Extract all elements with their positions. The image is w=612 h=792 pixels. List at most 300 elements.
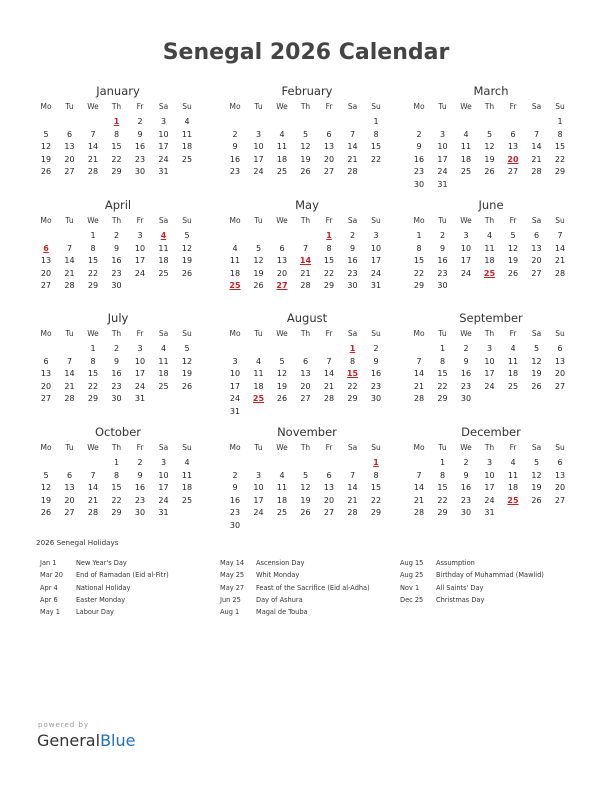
day-cell: 30 xyxy=(111,394,122,404)
day-cell: 18 xyxy=(460,154,472,164)
weekday-header: Mo xyxy=(229,102,241,111)
weekday-header: We xyxy=(460,102,472,111)
day-cell: 15 xyxy=(111,483,122,493)
day-cell: 13 xyxy=(323,483,335,493)
day-cell: 17 xyxy=(229,381,241,391)
month-name: April xyxy=(104,198,132,212)
day-cell: 12 xyxy=(507,243,519,253)
holiday-day-cell: 25 xyxy=(252,394,265,404)
day-cell: 25 xyxy=(158,381,169,391)
day-cell: 29 xyxy=(413,281,425,291)
weekday-header: Th xyxy=(484,102,495,111)
day-cell: 12 xyxy=(300,142,311,152)
weekday-header: Th xyxy=(111,216,122,225)
day-cell: 4 xyxy=(510,458,516,467)
day-cell: 21 xyxy=(413,495,425,505)
day-cell: 13 xyxy=(40,369,52,379)
day-cell: 25 xyxy=(181,154,193,164)
day-cell: 18 xyxy=(229,268,241,278)
day-cell: 13 xyxy=(40,256,52,266)
day-cell: 19 xyxy=(253,268,264,278)
day-cell: 13 xyxy=(64,483,75,493)
day-cell: 24 xyxy=(253,167,264,177)
day-cell: 8 xyxy=(326,243,332,253)
day-cell: 14 xyxy=(87,483,99,493)
day-cell: 24 xyxy=(484,495,495,505)
holiday-date: May 14 xyxy=(220,559,245,567)
holiday-day-cell: 25 xyxy=(483,268,496,278)
weekday-header: We xyxy=(87,443,99,452)
day-cell: 15 xyxy=(554,142,566,152)
day-cell: 24 xyxy=(484,381,495,391)
day-cell: 8 xyxy=(439,470,446,480)
day-cell: 30 xyxy=(437,281,448,291)
holiday-name: Feast of the Sacrifice (Eid al-Adha) xyxy=(256,583,370,592)
holiday-name: Easter Monday xyxy=(76,595,126,604)
holiday-name: All Saints' Day xyxy=(436,583,484,592)
holiday-day-cell: 25 xyxy=(507,495,519,505)
day-cell: 21 xyxy=(347,495,358,505)
weekday-header: Mo xyxy=(413,216,425,225)
day-cell: 7 xyxy=(302,243,309,253)
day-cell: 18 xyxy=(507,369,519,379)
day-cell: 9 xyxy=(137,129,143,139)
day-cell: 15 xyxy=(87,369,99,379)
weekday-header: Th xyxy=(300,329,311,338)
day-cell: 8 xyxy=(557,129,563,139)
weekday-header: Mo xyxy=(40,102,52,111)
day-cell: 20 xyxy=(554,483,566,493)
holiday-name: Labour Day xyxy=(76,608,114,617)
day-cell: 29 xyxy=(323,281,335,291)
day-cell: 29 xyxy=(111,167,122,177)
day-cell: 18 xyxy=(181,483,193,493)
month-name: February xyxy=(281,84,333,98)
day-cell: 1 xyxy=(113,458,120,467)
holiday-column xyxy=(400,559,578,608)
day-cell: 28 xyxy=(64,281,75,291)
day-cell: 27 xyxy=(507,167,519,177)
day-cell: 8 xyxy=(416,243,422,253)
day-cell: 3 xyxy=(373,231,379,240)
day-cell: 17 xyxy=(437,154,448,164)
weekday-header: Sa xyxy=(158,102,169,111)
day-cell: 14 xyxy=(64,256,75,266)
day-cell: 16 xyxy=(111,369,122,379)
day-cell: 6 xyxy=(43,356,49,366)
day-cell: 17 xyxy=(460,256,472,266)
weekday-header: Th xyxy=(484,216,495,225)
day-cell: 31 xyxy=(484,508,495,518)
day-cell: 28 xyxy=(323,394,335,404)
day-cell: 21 xyxy=(554,256,566,266)
day-cell: 21 xyxy=(87,154,99,164)
holiday-item xyxy=(40,596,218,608)
day-cell: 23 xyxy=(229,508,241,518)
day-cell: 23 xyxy=(413,167,425,177)
day-cell: 5 xyxy=(510,231,516,240)
holiday-item xyxy=(40,584,218,596)
day-cell: 16 xyxy=(229,495,241,505)
day-cell: 8 xyxy=(439,356,446,366)
day-cell: 10 xyxy=(253,142,264,152)
day-cell: 15 xyxy=(87,256,99,266)
day-cell: 26 xyxy=(507,268,519,278)
holiday-item xyxy=(400,559,578,571)
weekday-header: Th xyxy=(300,216,311,225)
day-cell: 20 xyxy=(40,381,52,391)
holiday-item xyxy=(40,571,218,583)
holiday-name: National Holiday xyxy=(76,583,131,592)
day-cell: 19 xyxy=(300,154,311,164)
day-cell: 12 xyxy=(531,356,542,366)
day-cell: 24 xyxy=(158,495,169,505)
day-cell: 28 xyxy=(554,268,566,278)
day-cell: 6 xyxy=(326,470,332,480)
day-cell: 4 xyxy=(184,458,190,467)
day-cell: 22 xyxy=(554,154,566,164)
holiday-date: May 1 xyxy=(40,608,60,617)
day-cell: 31 xyxy=(158,167,169,177)
holiday-date: May 25 xyxy=(220,571,245,580)
day-cell: 13 xyxy=(531,243,542,253)
holiday-date: Aug 25 xyxy=(400,571,424,580)
day-cell: 19 xyxy=(484,154,495,164)
day-cell: 14 xyxy=(347,142,358,152)
holiday-item xyxy=(40,559,218,571)
day-cell: 5 xyxy=(302,470,309,480)
day-cell: 8 xyxy=(90,243,96,253)
day-cell: 26 xyxy=(276,394,288,404)
day-cell: 24 xyxy=(134,268,146,278)
day-cell: 27 xyxy=(554,381,566,391)
day-cell: 25 xyxy=(158,268,169,278)
day-cell: 17 xyxy=(253,495,264,505)
day-cell: 20 xyxy=(531,256,542,266)
day-cell: 4 xyxy=(255,356,262,366)
weekday-header: Tu xyxy=(438,216,447,225)
day-cell: 24 xyxy=(370,268,382,278)
holiday-date: Nov 1 xyxy=(400,583,420,592)
day-cell: 26 xyxy=(531,381,542,391)
day-cell: 14 xyxy=(64,369,75,379)
day-cell: 19 xyxy=(300,495,311,505)
day-cell: 28 xyxy=(87,167,99,177)
day-cell: 14 xyxy=(413,369,425,379)
day-cell: 23 xyxy=(437,268,448,278)
holiday-name: Christmas Day xyxy=(436,595,485,604)
day-cell: 28 xyxy=(87,508,99,518)
day-cell: 3 xyxy=(439,129,446,139)
day-cell: 12 xyxy=(40,483,52,493)
day-cell: 5 xyxy=(43,129,49,139)
day-cell: 11 xyxy=(507,470,519,480)
weekday-header: We xyxy=(87,216,99,225)
day-cell: 20 xyxy=(300,381,311,391)
day-cell: 4 xyxy=(232,243,238,253)
holiday-name: Magal de Touba xyxy=(256,608,308,617)
day-cell: 17 xyxy=(158,142,169,152)
day-cell: 17 xyxy=(484,369,495,379)
day-cell: 17 xyxy=(370,256,382,266)
day-cell: 17 xyxy=(484,483,495,493)
day-cell: 21 xyxy=(323,381,335,391)
weekday-header: Mo xyxy=(40,443,52,452)
day-cell: 22 xyxy=(370,495,382,505)
day-cell: 3 xyxy=(137,344,143,353)
holiday-date: Jun 25 xyxy=(220,595,241,604)
day-cell: 7 xyxy=(90,129,96,139)
day-cell: 27 xyxy=(323,508,335,518)
day-cell: 11 xyxy=(507,356,519,366)
day-cell: 5 xyxy=(533,458,540,467)
weekday-header: Su xyxy=(371,329,381,338)
day-cell: 27 xyxy=(554,495,566,505)
day-cell: 23 xyxy=(460,495,472,505)
day-cell: 5 xyxy=(533,344,540,353)
holiday-day-cell: 1 xyxy=(113,117,120,126)
day-cell: 16 xyxy=(111,256,122,266)
weekday-header: We xyxy=(276,216,288,225)
day-cell: 27 xyxy=(64,167,75,177)
day-cell: 30 xyxy=(134,167,146,177)
day-cell: 11 xyxy=(276,142,288,152)
weekday-header: Th xyxy=(111,329,122,338)
day-cell: 20 xyxy=(323,495,335,505)
day-cell: 22 xyxy=(437,495,448,505)
holiday-item xyxy=(400,571,578,583)
day-cell: 8 xyxy=(373,470,379,480)
day-cell: 17 xyxy=(158,483,169,493)
weekday-header: Mo xyxy=(40,216,52,225)
day-cell: 12 xyxy=(181,243,193,253)
day-cell: 18 xyxy=(253,381,264,391)
weekday-header: Mo xyxy=(413,102,425,111)
day-cell: 28 xyxy=(347,508,358,518)
day-cell: 21 xyxy=(300,268,311,278)
day-cell: 7 xyxy=(349,470,356,480)
day-cell: 27 xyxy=(40,281,52,291)
day-cell: 30 xyxy=(229,521,241,530)
day-cell: 3 xyxy=(137,231,143,240)
day-cell: 2 xyxy=(463,458,469,467)
weekday-header: We xyxy=(276,102,288,111)
day-cell: 8 xyxy=(113,129,120,139)
day-cell: 30 xyxy=(413,180,425,189)
day-cell: 10 xyxy=(437,142,448,152)
day-cell: 23 xyxy=(111,268,122,278)
weekday-header: Sa xyxy=(158,443,169,452)
day-cell: 24 xyxy=(460,268,472,278)
day-cell: 26 xyxy=(40,167,52,177)
day-cell: 12 xyxy=(484,142,495,152)
day-cell: 2 xyxy=(113,231,120,240)
month-name: November xyxy=(277,425,337,439)
day-cell: 13 xyxy=(554,356,566,366)
day-cell: 2 xyxy=(463,344,469,353)
weekday-header: Su xyxy=(555,102,565,111)
holiday-day-cell: 25 xyxy=(229,281,241,291)
weekday-header: Th xyxy=(300,102,311,111)
weekday-header: Sa xyxy=(347,329,358,338)
weekday-header: We xyxy=(460,443,472,452)
day-cell: 13 xyxy=(300,369,311,379)
day-cell: 11 xyxy=(158,356,169,366)
weekday-header: We xyxy=(276,329,288,338)
day-cell: 28 xyxy=(413,394,425,404)
holiday-name: End of Ramadan (Eid al-Fitr) xyxy=(76,571,169,580)
weekday-header: Fr xyxy=(509,329,517,338)
day-cell: 6 xyxy=(66,129,73,139)
weekday-header: Tu xyxy=(65,216,74,225)
day-cell: 5 xyxy=(255,243,262,253)
weekday-header: We xyxy=(460,216,472,225)
month-name: October xyxy=(94,425,142,439)
day-cell: 11 xyxy=(181,470,193,480)
day-cell: 21 xyxy=(64,268,75,278)
day-cell: 6 xyxy=(533,231,540,240)
day-cell: 28 xyxy=(531,167,542,177)
day-cell: 15 xyxy=(437,369,448,379)
weekday-header: Th xyxy=(300,443,311,452)
day-cell: 18 xyxy=(158,369,169,379)
day-cell: 26 xyxy=(484,167,495,177)
day-cell: 25 xyxy=(276,167,288,177)
day-cell: 16 xyxy=(134,142,146,152)
day-cell: 2 xyxy=(439,231,446,240)
weekday-header: Fr xyxy=(509,216,517,225)
day-cell: 30 xyxy=(111,281,122,291)
day-cell: 22 xyxy=(111,495,122,505)
holiday-item xyxy=(220,596,398,608)
day-cell: 1 xyxy=(416,231,422,240)
day-cell: 5 xyxy=(486,129,493,139)
day-cell: 24 xyxy=(229,394,241,404)
day-cell: 21 xyxy=(64,381,75,391)
month-name: May xyxy=(295,198,319,212)
weekday-header: Mo xyxy=(40,329,52,338)
day-cell: 26 xyxy=(531,495,542,505)
day-cell: 20 xyxy=(64,495,75,505)
brand-name-general: General xyxy=(37,731,101,750)
day-cell: 19 xyxy=(40,495,52,505)
holiday-item xyxy=(220,608,398,620)
weekday-header: Sa xyxy=(158,329,169,338)
day-cell: 22 xyxy=(370,154,382,164)
month-name: January xyxy=(96,84,140,98)
day-cell: 29 xyxy=(111,508,122,518)
day-cell: 27 xyxy=(64,508,75,518)
day-cell: 10 xyxy=(134,243,146,253)
day-cell: 15 xyxy=(323,256,335,266)
day-cell: 10 xyxy=(253,483,264,493)
day-cell: 7 xyxy=(533,129,540,139)
weekday-header: Fr xyxy=(325,102,333,111)
weekday-header: Fr xyxy=(325,329,333,338)
weekday-header: Tu xyxy=(438,329,447,338)
day-cell: 12 xyxy=(300,483,311,493)
weekday-header: Sa xyxy=(347,443,358,452)
day-cell: 12 xyxy=(181,356,193,366)
day-cell: 18 xyxy=(276,495,288,505)
day-cell: 15 xyxy=(111,142,122,152)
day-cell: 1 xyxy=(90,344,96,353)
day-cell: 30 xyxy=(460,394,472,404)
holiday-name: New Year's Day xyxy=(76,559,127,567)
holiday-day-cell: 4 xyxy=(160,231,167,240)
day-cell: 28 xyxy=(300,281,311,291)
day-cell: 19 xyxy=(40,154,52,164)
day-cell: 7 xyxy=(326,356,332,366)
day-cell: 16 xyxy=(370,369,382,379)
day-cell: 26 xyxy=(40,508,52,518)
day-cell: 14 xyxy=(87,142,99,152)
holiday-date: May 27 xyxy=(220,583,245,592)
weekday-header: Su xyxy=(182,443,192,452)
day-cell: 29 xyxy=(347,394,358,404)
day-cell: 2 xyxy=(373,344,379,353)
day-cell: 9 xyxy=(463,356,469,366)
day-cell: 16 xyxy=(460,483,472,493)
month-name: July xyxy=(107,311,129,325)
day-cell: 24 xyxy=(134,381,146,391)
day-cell: 10 xyxy=(229,369,241,379)
weekday-header: Tu xyxy=(65,329,74,338)
day-cell: 16 xyxy=(460,369,472,379)
holidays-title: 2026 Senegal Holidays xyxy=(36,538,119,547)
weekday-header: Tu xyxy=(65,443,74,452)
day-cell: 2 xyxy=(416,129,422,139)
day-cell: 4 xyxy=(279,470,285,480)
day-cell: 26 xyxy=(181,381,193,391)
day-cell: 17 xyxy=(134,256,146,266)
day-cell: 26 xyxy=(300,167,311,177)
weekday-header: Tu xyxy=(254,443,263,452)
holiday-day-cell: 27 xyxy=(276,281,288,291)
day-cell: 9 xyxy=(349,243,356,253)
weekday-header: Su xyxy=(371,443,381,452)
page-title: Senegal 2026 Calendar xyxy=(162,40,450,65)
day-cell: 11 xyxy=(253,369,264,379)
day-cell: 8 xyxy=(113,470,120,480)
day-cell: 28 xyxy=(347,167,358,177)
day-cell: 16 xyxy=(229,154,241,164)
weekday-header: Sa xyxy=(347,102,358,111)
day-cell: 22 xyxy=(413,268,425,278)
day-cell: 10 xyxy=(484,356,495,366)
weekday-header: Sa xyxy=(531,329,542,338)
day-cell: 20 xyxy=(64,154,75,164)
weekday-header: Su xyxy=(371,102,381,111)
day-cell: 22 xyxy=(111,154,122,164)
day-cell: 29 xyxy=(437,508,448,518)
weekday-header: Sa xyxy=(347,216,358,225)
weekday-header: Fr xyxy=(509,443,517,452)
holiday-date: Aug 1 xyxy=(220,608,240,617)
weekday-header: Fr xyxy=(136,329,144,338)
day-cell: 11 xyxy=(460,142,472,152)
day-cell: 2 xyxy=(137,458,143,467)
day-cell: 3 xyxy=(463,231,469,240)
day-cell: 2 xyxy=(232,129,238,139)
day-cell: 14 xyxy=(531,142,542,152)
day-cell: 16 xyxy=(134,483,146,493)
day-cell: 22 xyxy=(87,268,99,278)
day-cell: 23 xyxy=(460,381,472,391)
weekday-header: Tu xyxy=(438,102,447,111)
brand-name-blue: Blue xyxy=(100,731,136,750)
day-cell: 25 xyxy=(507,381,519,391)
